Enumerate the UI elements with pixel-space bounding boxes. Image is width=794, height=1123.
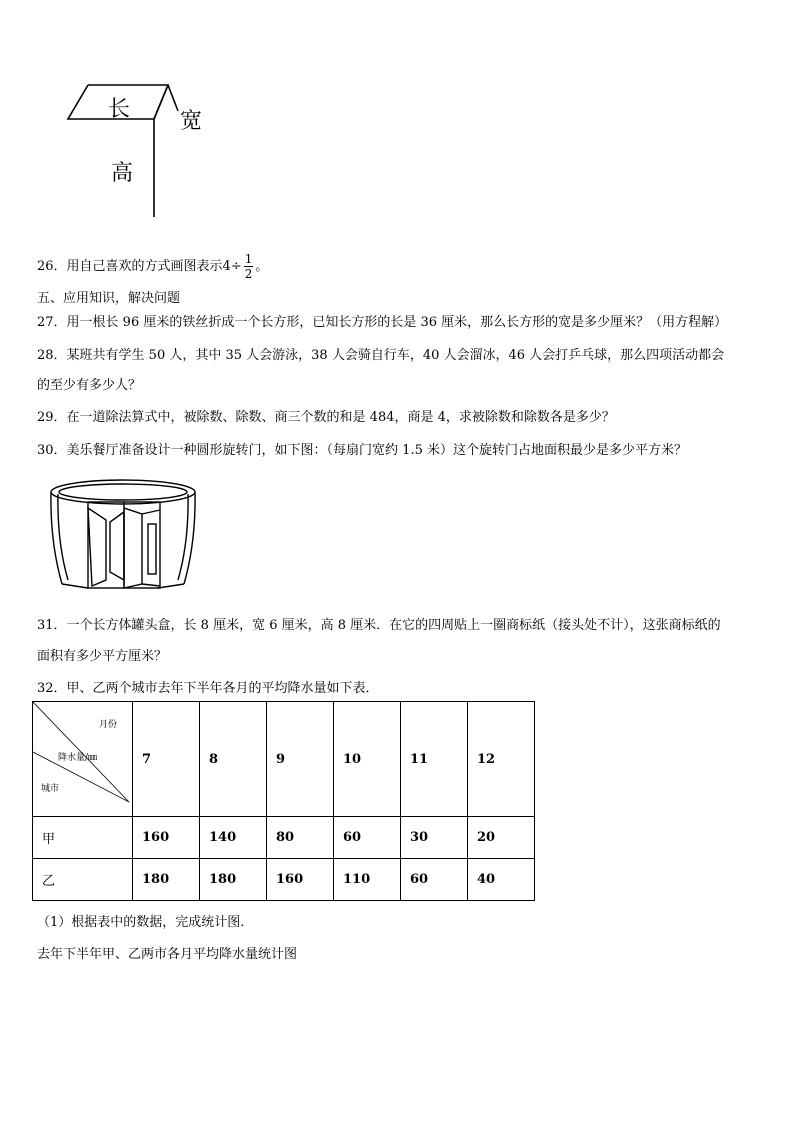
- question-28-line1: 28．某班共有学生 50 人，其中 35 人会游泳，38 人会骑自行车，40 人会溜冰，46 人会打乒乓球，那么四项活动都会: [37, 348, 725, 363]
- month-11: 11: [401, 702, 468, 817]
- table-cell: 180: [200, 859, 267, 901]
- table-cell: 60: [401, 859, 468, 901]
- question-31-line1: 31．一个长方体罐头盒，长 8 厘米，宽 6 厘米，高 8 厘米．在它的四周贴上一圈商标纸（接头处不计），这张商标纸的: [37, 618, 721, 633]
- table-row: [33, 859, 535, 901]
- question-28-line2: 的至少有多少人？: [37, 378, 142, 393]
- chart-caption: 去年下半年甲、乙两市各月平均降水量统计图: [37, 947, 298, 962]
- month-8: 8: [200, 702, 267, 817]
- month-9: 9: [267, 702, 334, 817]
- width-edge-line: [168, 85, 178, 111]
- table-cell: 140: [200, 817, 267, 859]
- table-cell: 80: [267, 817, 334, 859]
- question-31-line2: 面积有多少平方厘米？: [37, 649, 168, 664]
- table-cell: 40: [468, 859, 535, 901]
- length-label: 长: [108, 97, 131, 122]
- section-5-heading: 五、应用知识，解决问题: [37, 291, 181, 306]
- question-27: 27．用一根长 96 厘米的铁丝折成一个长方形，已知长方形的长是 36 厘米，那么长方形的宽是多少厘米？（用方程解）: [37, 315, 728, 330]
- table-cell: 110: [334, 859, 401, 901]
- q26-prefix: 26．用自己喜欢的方式画图表示: [37, 259, 223, 274]
- table-cell: 160: [267, 859, 334, 901]
- table-cell: 30: [401, 817, 468, 859]
- fraction-numerator: 1: [244, 252, 253, 266]
- revolving-door-figure: [48, 472, 198, 594]
- table-cell: 60: [334, 817, 401, 859]
- fraction-denominator: 2: [244, 267, 253, 281]
- month-12: 12: [468, 702, 535, 817]
- question-32: 32．甲、乙两个城市去年下半年各月的平均降水量如下表．: [37, 681, 379, 696]
- header-month: 月份: [99, 720, 118, 730]
- question-32-part-1: （1）根据表中的数据，完成统计图．: [37, 915, 254, 930]
- table-header-row: [33, 702, 535, 817]
- city-yi: 乙: [33, 859, 133, 901]
- width-label: 宽: [180, 109, 203, 134]
- header-city: 城市: [41, 784, 60, 794]
- header-rainfall: 降水量/㎜: [58, 753, 98, 763]
- cuboid-edges-figure: [60, 75, 220, 225]
- question-29: 29．在一道除法算式中，被除数、除数、商三个数的和是 484，商是 4，求被除数和除数各是多少？: [37, 410, 615, 425]
- table-cell: 160: [133, 817, 200, 859]
- table-row: [33, 817, 535, 859]
- table-cell: 20: [468, 817, 535, 859]
- question-30: 30．美乐餐厅准备设计一种圆形旋转门，如下图：（每扇门宽约 1.5 米）这个旋转门占地面积最少是多少平方米？: [37, 443, 687, 458]
- city-jia: 甲: [33, 817, 133, 859]
- fraction-one-half: [244, 252, 254, 281]
- month-10: 10: [334, 702, 401, 817]
- q26-suffix: 。: [255, 259, 269, 274]
- question-26: [37, 252, 268, 281]
- table-cell: 180: [133, 859, 200, 901]
- height-label: 高: [111, 161, 134, 186]
- month-7: 7: [133, 702, 200, 817]
- diagonal-header-cell: [33, 702, 133, 817]
- rainfall-table: [32, 701, 535, 901]
- q26-expression: 4÷: [222, 259, 242, 274]
